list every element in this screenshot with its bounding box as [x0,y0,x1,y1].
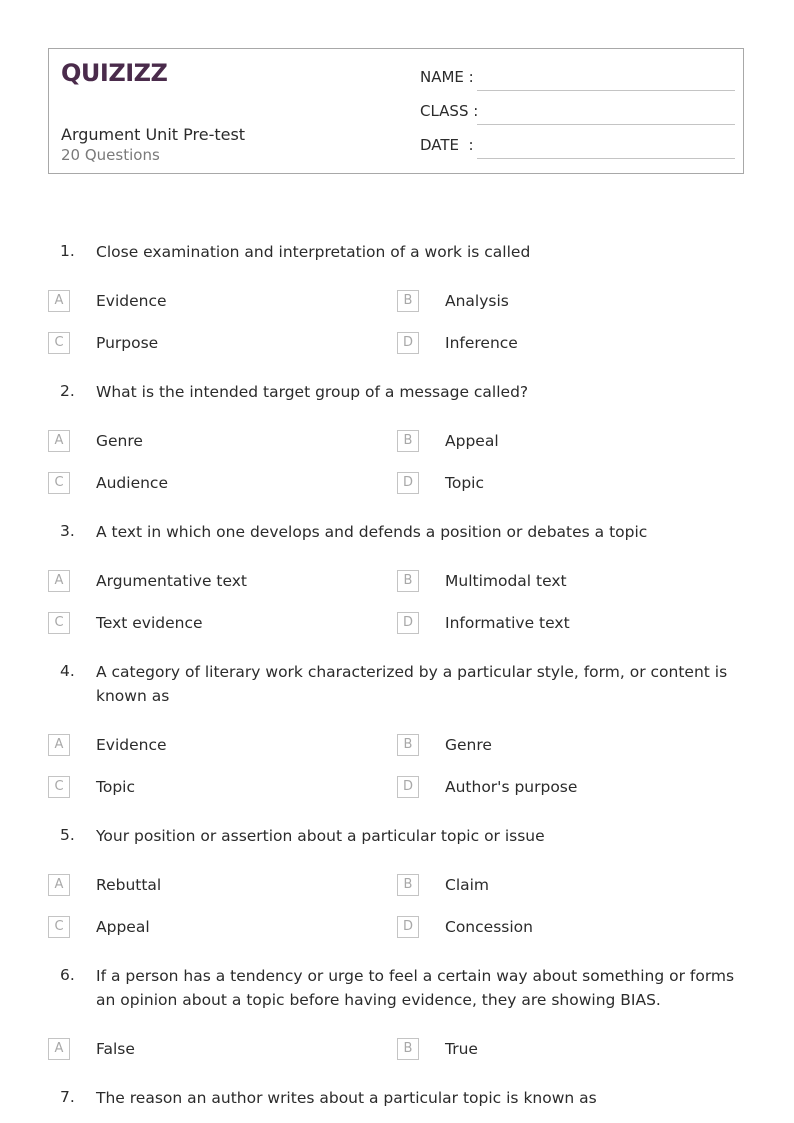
option-box[interactable]: B [397,290,419,312]
option-text: Evidence [96,736,167,754]
class-line[interactable] [477,124,735,125]
option-text: Inference [445,334,518,352]
question-text: The reason an author writes about a particular topic is known as [96,1089,597,1107]
option-box[interactable]: D [397,612,419,634]
option-text: Informative text [445,614,570,632]
option-box[interactable]: C [48,332,70,354]
question-text: Your position or assertion about a particular topic or issue [96,827,545,845]
option-text: True [445,1040,478,1058]
option-text: Appeal [96,918,150,936]
question-number: 3. [60,522,75,540]
option-box[interactable]: D [397,472,419,494]
option-box[interactable]: B [397,430,419,452]
option-box[interactable]: D [397,332,419,354]
option-box[interactable]: B [397,570,419,592]
option-text: Appeal [445,432,499,450]
option-text: Concession [445,918,533,936]
worksheet-title: Argument Unit Pre-test [61,125,246,144]
option-box[interactable]: B [397,874,419,896]
option-box[interactable]: A [48,570,70,592]
option-box[interactable]: A [48,1038,70,1060]
option-text: Argumentative text [96,572,248,590]
option-text: Claim [445,876,490,894]
option-box[interactable]: A [48,874,70,896]
worksheet-header [48,48,744,174]
option-text: Topic [96,778,135,796]
option-box[interactable]: B [397,1038,419,1060]
option-box[interactable]: A [48,734,70,756]
option-box[interactable]: A [48,430,70,452]
question-text: A text in which one develops and defends a position or debates a topic [96,523,648,541]
option-text: Text evidence [96,614,203,632]
option-text: Analysis [445,292,509,310]
option-box[interactable]: D [397,776,419,798]
question-text: If a person has a tendency or urge to feel a certain way about something or forms an opinion about a topic before having evidence, they are showing BIAS. [96,967,735,1009]
option-box[interactable]: B [397,734,419,756]
class-field[interactable] [420,102,735,124]
option-text: Genre [445,736,492,754]
name-line[interactable] [477,90,735,91]
question-number: 7. [60,1088,75,1106]
quizizz-logo: QUIZIZZ [61,59,168,87]
date-line[interactable] [477,158,735,159]
date-label: DATE : [420,136,474,154]
question-text: Close examination and interpretation of a work is called [96,243,531,261]
name-label: NAME : [420,68,474,86]
question-number: 6. [60,966,75,984]
question-number: 1. [60,242,75,260]
option-text: Evidence [96,292,167,310]
option-box[interactable]: A [48,290,70,312]
option-text: Author's purpose [445,778,578,796]
option-text: Topic [445,474,484,492]
question-text: A category of literary work characterized by a particular style, form, or content is known as [96,663,728,705]
option-box[interactable]: C [48,916,70,938]
name-field[interactable] [420,68,735,90]
date-field[interactable] [420,136,735,158]
class-label: CLASS : [420,102,479,120]
question-number: 5. [60,826,75,844]
option-text: Audience [96,474,168,492]
option-box[interactable]: C [48,612,70,634]
option-box[interactable]: D [397,916,419,938]
question-text: What is the intended target group of a message called? [96,383,529,401]
question-number: 2. [60,382,75,400]
option-box[interactable]: C [48,472,70,494]
option-text: False [96,1040,135,1058]
option-text: Multimodal text [445,572,567,590]
option-text: Purpose [96,334,159,352]
option-text: Rebuttal [96,876,162,894]
question-count: 20 Questions [61,146,160,164]
question-number: 4. [60,662,75,680]
option-text: Genre [96,432,143,450]
option-box[interactable]: C [48,776,70,798]
